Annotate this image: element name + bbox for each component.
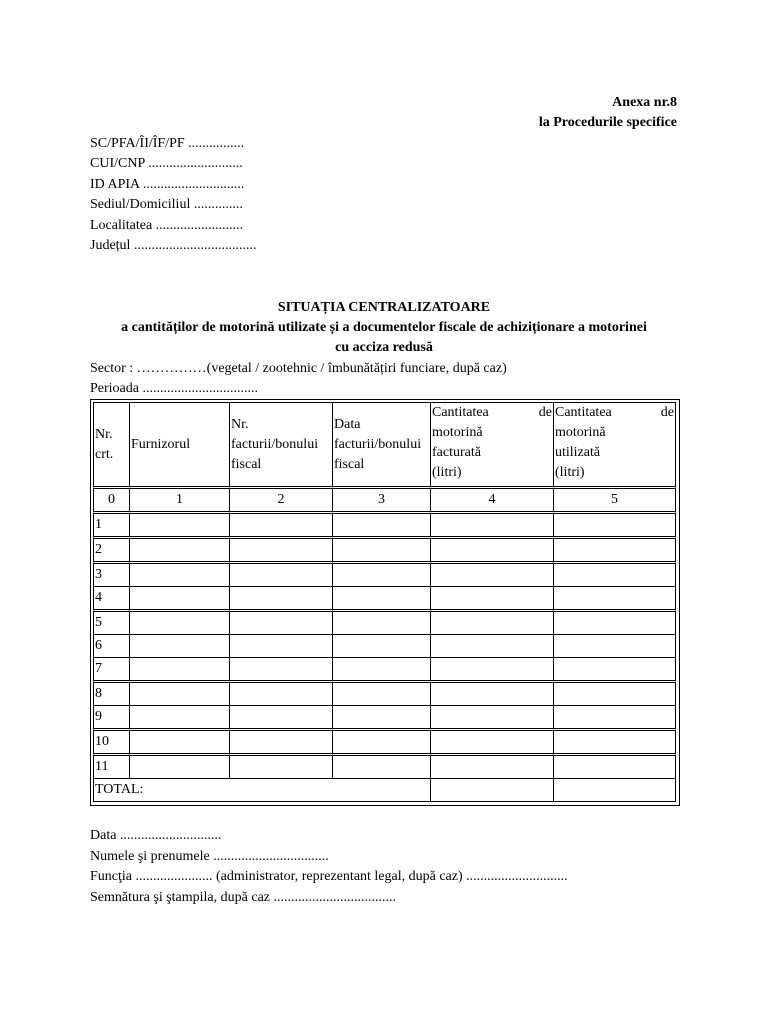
signature-field: Semnătura şi ştampila, după caz ................................... [90,889,396,905]
row-number: 10 [93,728,129,753]
cell-data-factura[interactable] [332,536,430,561]
cell-cant-utilizata[interactable] [553,705,676,728]
cell-furnizor[interactable] [129,586,229,609]
header-furnizor [129,402,229,486]
header-cant-util-word1: Cantitatea [555,405,612,420]
cell-furnizor[interactable] [129,634,229,657]
header-cant-fact-line4: (litri) [432,465,462,480]
cell-nr-factura[interactable] [229,511,332,536]
localitatea-field: Localitatea ......................... [90,217,244,233]
cell-data-factura[interactable] [332,680,430,705]
cell-furnizor[interactable] [129,561,229,586]
table-row [93,511,676,536]
summary-table [93,402,676,802]
title-line-2: a cantităților de motorină utilizate și a documentelor fiscale de achiziționare a motorinei [121,320,647,335]
header-cant-util-word2: de [660,405,674,420]
cell-nr-factura[interactable] [229,561,332,586]
cell-data-factura[interactable] [332,753,430,778]
title-line-1: SITUAȚIA CENTRALIZATOARE [277,300,491,315]
cell-cant-utilizata[interactable] [553,753,676,778]
row-number: 5 [93,609,129,634]
row-number: 1 [93,511,129,536]
row-number: 3 [93,561,129,586]
cell-furnizor[interactable] [129,511,229,536]
header-cant-util-line2: motorină [555,425,606,440]
function-field: Funcţia ...................... (administrator, reprezentant legal, după caz) ............................. [90,869,568,884]
header-cant-fact-line3: facturată [432,445,481,460]
header-cant-fact-line1 [432,403,552,423]
cell-cant-facturata[interactable] [430,634,553,657]
title-line-3: cu acciza redusă [335,340,433,355]
header-cant-fact-line2: motorină [432,425,483,440]
cell-nr-factura[interactable] [229,680,332,705]
cell-cant-utilizata[interactable] [553,728,676,753]
document-title [90,298,678,358]
table-header-row [93,402,676,486]
judetul-field: Județul ................................... [90,238,257,254]
total-label: TOTAL: [93,778,430,802]
cell-cant-utilizata[interactable] [553,536,676,561]
signature-block [90,826,568,908]
cell-furnizor[interactable] [129,680,229,705]
header-cant-fact-word2: de [538,405,552,420]
column-number-row [93,486,676,511]
company-field: SC/PFA/ÎI/ÎF/PF ................ [90,136,245,151]
table-row [93,536,676,561]
table-row [93,561,676,586]
cell-nr-factura[interactable] [229,634,332,657]
cell-data-factura[interactable] [332,705,430,728]
cell-cant-utilizata[interactable] [553,561,676,586]
cell-cant-facturata[interactable] [430,586,553,609]
name-field: Numele şi prenumele ................................. [90,848,329,864]
applicant-info [90,134,256,256]
row-number: 8 [93,680,129,705]
cell-nr-factura[interactable] [229,586,332,609]
cell-data-factura[interactable] [332,634,430,657]
table-row [93,753,676,778]
table-row [93,680,676,705]
annex-number: Anexa nr.8 [612,95,677,110]
table-row [93,634,676,657]
total-cant-facturata[interactable] [430,778,553,802]
header-data-factura-line2: facturii/bonului [334,436,422,452]
total-row [93,778,676,802]
cell-nr-factura[interactable] [229,753,332,778]
total-cant-utilizata[interactable] [553,778,676,802]
column-number: 4 [430,486,553,511]
cell-data-factura[interactable] [332,586,430,609]
header-nr-crt [93,402,129,486]
cell-cant-facturata[interactable] [430,680,553,705]
cell-cant-utilizata[interactable] [553,511,676,536]
table-row [93,657,676,680]
table-row [93,586,676,609]
header-furnizor-label: Furnizorul [131,436,191,452]
sediul-field: Sediul/Domiciliul .............. [90,197,243,213]
table-row [93,609,676,634]
cell-nr-factura[interactable] [229,609,332,634]
header-nr-factura-line2: facturii/bonului [231,436,319,452]
perioada-field: Perioada ................................. [90,381,258,396]
cell-furnizor[interactable] [129,657,229,680]
header-nr-crt-line2: crt. [95,446,114,462]
table-row [93,728,676,753]
column-number: 3 [332,486,430,511]
cell-cant-utilizata[interactable] [553,657,676,680]
cell-data-factura[interactable] [332,728,430,753]
header-cant-util-line1 [555,403,674,423]
cell-cant-facturata[interactable] [430,561,553,586]
header-data-factura [332,402,430,486]
header-cant-fact-word1: Cantitatea [432,405,489,420]
cell-data-factura[interactable] [332,511,430,536]
summary-table-frame [90,399,680,806]
cell-data-factura[interactable] [332,657,430,680]
row-number: 11 [93,753,129,778]
cell-cant-utilizata[interactable] [553,680,676,705]
annex-reference: la Procedurile specifice [538,115,677,130]
cell-furnizor[interactable] [129,705,229,728]
cell-cant-utilizata[interactable] [553,634,676,657]
column-number: 1 [129,486,229,511]
table-row [93,705,676,728]
cell-cant-facturata[interactable] [430,511,553,536]
cell-cant-facturata[interactable] [430,728,553,753]
cell-cant-facturata[interactable] [430,536,553,561]
cell-nr-factura[interactable] [229,536,332,561]
cell-nr-factura[interactable] [229,705,332,728]
cell-nr-factura[interactable] [229,728,332,753]
cell-furnizor[interactable] [129,753,229,778]
header-cantitate-facturata [430,402,553,486]
header-nr-factura-line3: fiscal [231,456,262,472]
header-nr-factura [229,402,332,486]
row-number: 9 [93,705,129,728]
column-number: 2 [229,486,332,511]
header-cant-util-line3: utilizată [555,445,601,460]
cell-data-factura[interactable] [332,609,430,634]
header-cantitate-utilizata [553,402,676,486]
header-nr-factura-line1: Nr. [231,416,249,432]
row-number: 6 [93,634,129,657]
date-field: Data ............................. [90,828,222,843]
row-number: 2 [93,536,129,561]
cell-cant-utilizata[interactable] [553,609,676,634]
cell-cant-utilizata[interactable] [553,586,676,609]
cui-field: CUI/CNP ........................... [90,156,243,172]
cell-nr-factura[interactable] [229,657,332,680]
column-number: 0 [93,486,129,511]
cell-data-factura[interactable] [332,561,430,586]
annex-header [539,93,677,133]
cell-furnizor[interactable] [129,609,229,634]
header-data-factura-line1: Data [334,416,361,432]
sector-field: Sector : ……………(vegetal / zootehnic / îmbunătățiri funciare, după caz) [90,361,507,376]
cell-cant-facturata[interactable] [430,609,553,634]
cell-cant-facturata[interactable] [430,753,553,778]
cell-cant-facturata[interactable] [430,705,553,728]
header-cant-util-line4: (litri) [555,465,585,480]
column-number: 5 [553,486,676,511]
row-number: 4 [93,586,129,609]
cell-furnizor[interactable] [129,728,229,753]
header-nr-crt-line1: Nr. [95,426,113,442]
header-data-factura-line3: fiscal [334,456,365,472]
cell-cant-facturata[interactable] [430,657,553,680]
id-apia-field: ID APIA ............................. [90,176,245,192]
cell-furnizor[interactable] [129,536,229,561]
row-number: 7 [93,657,129,680]
